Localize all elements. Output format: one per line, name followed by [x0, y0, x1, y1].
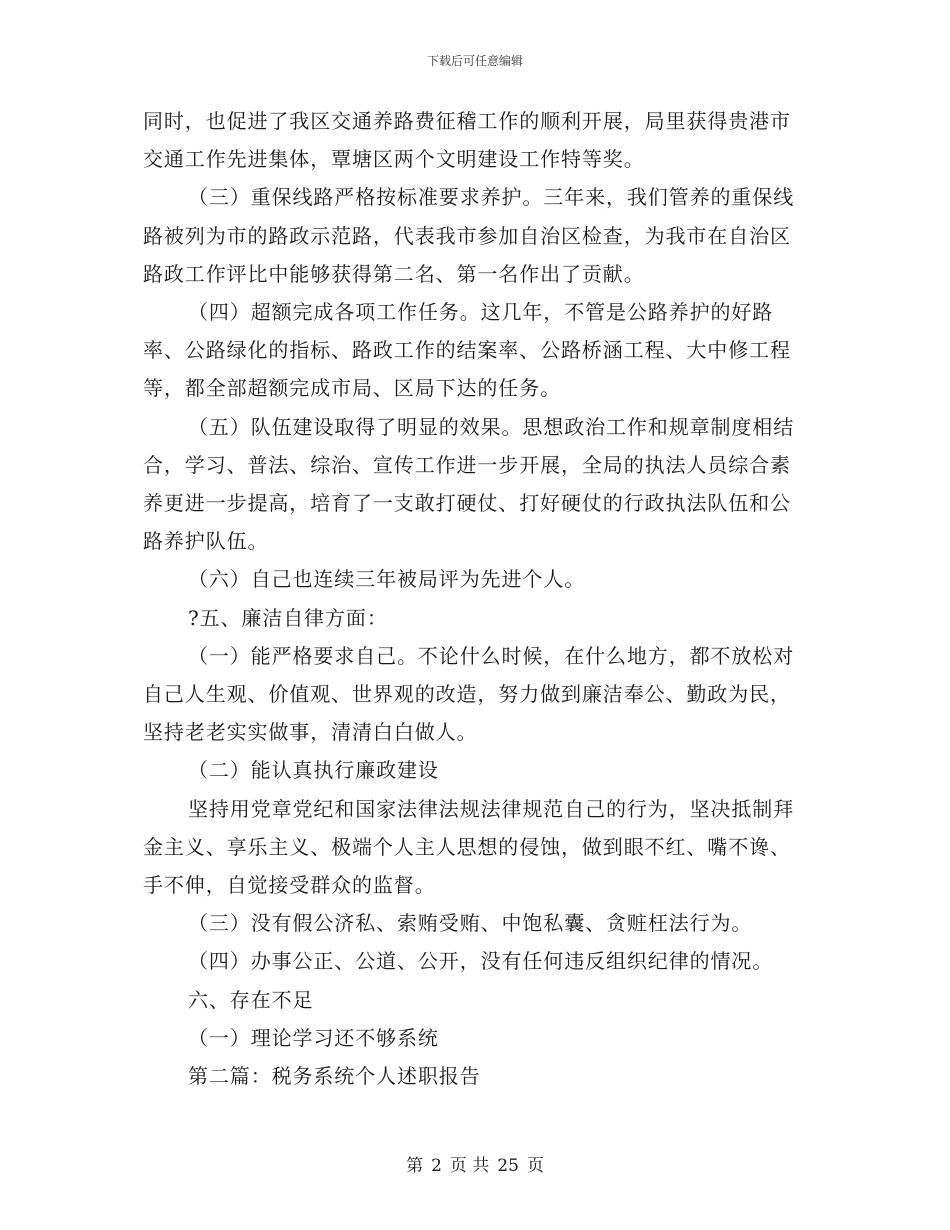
paragraph-1: 同时，也促进了我区交通养路费征稽工作的顺利开展，局里获得贵港市交通工作先进集体，覃塘区两个文明建设工作特等奖。 [143, 109, 791, 172]
document-body [143, 102, 807, 1095]
paragraph-11: （四）办事公正、公道、公开，没有任何违反组织纪律的情况。 [188, 949, 774, 974]
part-two-title: 第二篇：税务系统个人述职报告 [188, 1064, 481, 1089]
page-number-prefix: 第 [406, 1156, 424, 1176]
paragraph-10: （三）没有假公济私、索贿受贿、中饱私囊、贪赃枉法行为。 [188, 911, 753, 936]
page-number-suffix: 页 [526, 1156, 544, 1176]
paragraph-9: 坚持用党章党纪和国家法律法规法律规范自己的行为，坚决抵制拜金主义、享乐主义、极端个人主人思想的侵蚀，做到眼不红、嘴不谗、手不伸，自觉接受群众的监督。 [143, 796, 795, 898]
page-number-middle: 页 共 [449, 1156, 490, 1176]
paragraph-13: （一）理论学习还不够系统 [188, 1025, 439, 1050]
page-footer [0, 1155, 950, 1177]
paragraph-3: （四）超额完成各项工作任务。这几年，不管是公路养护的好路率、公路绿化的指标、路政工作的结案率、公路桥涵工程、大中修工程等，都全部超额完成市局、区局下达的任务。 [143, 300, 791, 401]
page-number-current: 2 [431, 1156, 442, 1176]
page-number-total: 25 [497, 1156, 519, 1176]
section-heading-5: ?五、廉洁自律方面： [188, 605, 388, 630]
page-header: 下载后可任意编辑 [426, 54, 523, 68]
paragraph-5: （六）自己也连续三年被局评为先进个人。 [188, 567, 586, 592]
paragraph-4: （五）队伍建设取得了明显的效果。思想政治工作和规章制度相结合，学习、普法、综治、宣传工作进一步开展，全局的执法人员综合素养更进一步提高，培育了一支敢打硬仗、打好硬仗的行政执法队伍和公路养护队伍。 [143, 414, 795, 554]
paragraph-2: （三）重保线路严格按标准要求养护。三年来，我们管养的重保线路被列为市的路政示范路，代表我市参加自治区检查，为我市在自治区路政工作评比中能够获得第二名、第一名作出了贡献。 [143, 185, 795, 286]
paragraph-8: （二）能认真执行廉政建设 [188, 758, 439, 783]
paragraph-7: （一）能严格要求自己。不论什么时候，在什么地方，都不放松对自己人生观、价值观、世界观的改造，努力做到廉洁奉公、勤政为民，坚持老老实实做事，清清白白做人。 [143, 643, 795, 745]
section-heading-6: 六、存在不足 [188, 987, 314, 1012]
